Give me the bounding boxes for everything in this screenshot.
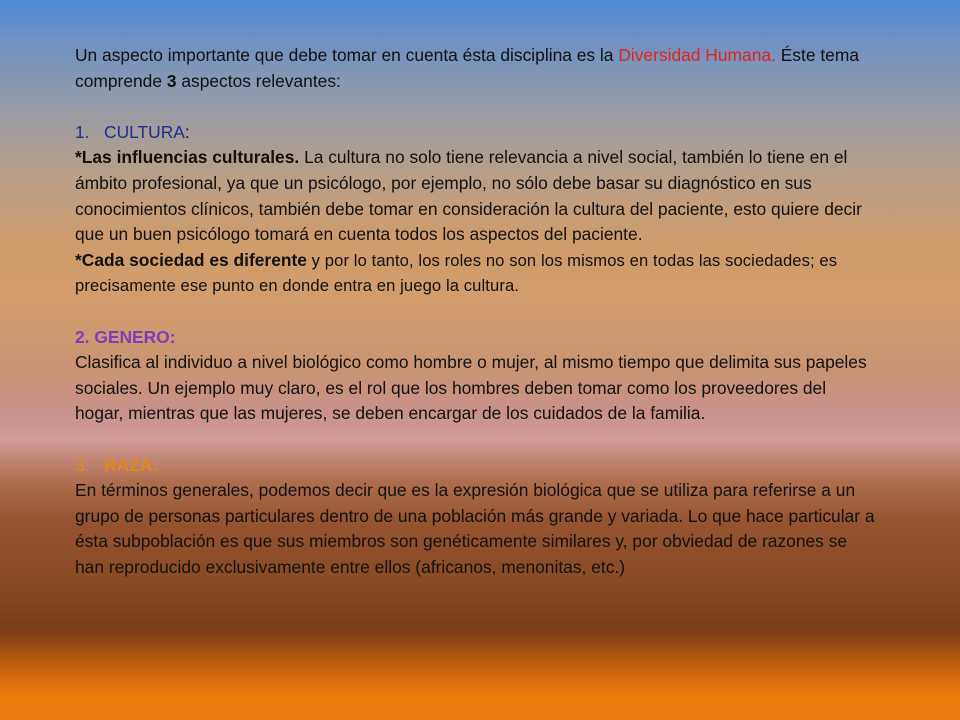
raza-heading [75,453,875,479]
cultura-point-1-title: *Las influencias culturales. [75,147,300,168]
intro-text: Un aspecto importante que debe tomar en cuenta ésta disciplina es la [75,45,619,65]
cultura-point-2-text: y por lo tanto, los roles no son los mismos en todas las sociedades; es precisamente ese punto en donde entra en juego la cultura. [75,250,838,296]
genero-heading: 2. GENERO: [75,326,176,347]
cultura-point-2 [75,248,875,299]
diversity-highlight: Diversidad Humana. [618,45,776,65]
raza-text: En términos generales, podemos decir que es la expresión biológica que se utiliza para referirse a un grupo de personas particulares dentro de una población más grande y variada. Lo que hace particular a ésta subpoblación es que sus miembros son genéticamente similares y, por obviedad de razones se han reproducido exclusivamente entre ellos (africanos, menonitas, etc.) [75,480,875,577]
cultura-number: 1. [75,121,90,142]
intro-paragraph [75,43,875,94]
slide-content [75,43,875,580]
intro-text-3: aspectos relevantes: [176,70,341,91]
genero-text: Clasifica al individuo a nivel biológico como hombre o mujer, al mismo tiempo que delimita sus papeles sociales. Un ejemplo muy claro, es el rol que los hombres deben tomar como los proveedores del hogar, mientras que las mujeres, se deben encargar de los cuidados de la familia. [75,352,867,424]
aspect-count: 3 [166,70,177,91]
cultura-point-2-title: *Cada sociedad es diferente [75,249,307,270]
cultura-heading [75,120,875,146]
cultura-point-1 [75,145,875,247]
cultura-colon: : [184,121,190,142]
raza-title: RAZA: [104,454,159,475]
intro-text-2: Éste tema comprende [75,45,859,91]
raza-number: 3. [75,454,90,475]
cultura-point-1-text: La cultura no solo tiene relevancia a nivel social, también lo tiene en el ámbito profesional, ya que un psicólogo, por ejemplo, no sólo debe basar su diagnóstico en sus conocimientos clínicos, también debe tomar en consideración la cultura del paciente, esto quiere decir que un buen psicólogo tomará en cuenta todos los aspectos del paciente. [75,147,862,245]
cultura-title: CULTURA [104,121,185,142]
